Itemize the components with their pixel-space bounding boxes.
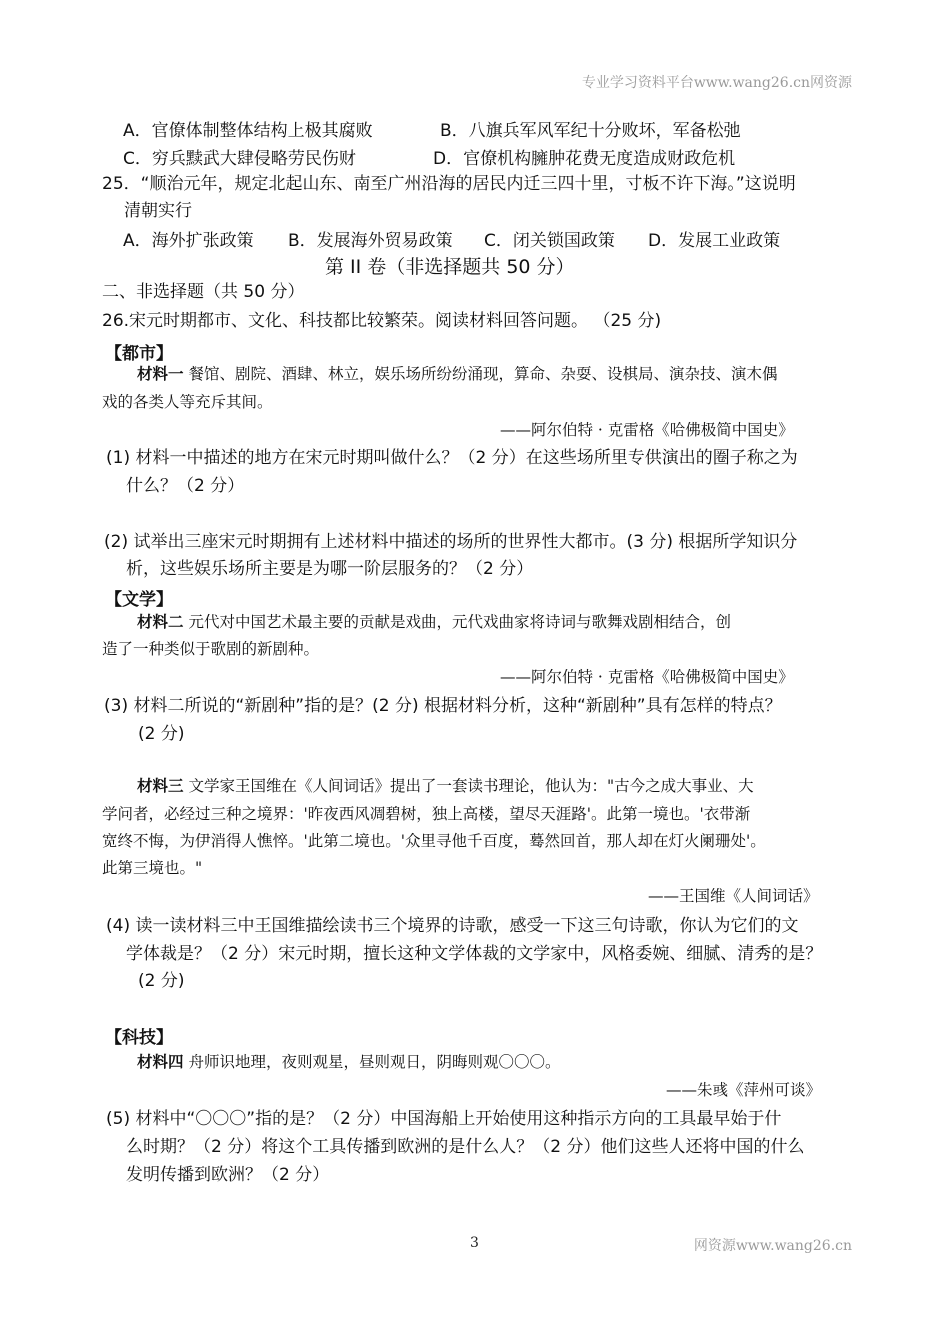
material3-line4: 此第三境也。" bbox=[102, 859, 203, 877]
material2-line2: 造了一种类似于歌剧的新剧种。 bbox=[102, 640, 320, 658]
material1-source: ——阿尔伯特 · 克雷格《哈佛极简中国史》 bbox=[500, 421, 794, 439]
section2-heading: 二、非选择题（共 50 分） bbox=[102, 282, 305, 302]
q25-stem-line2: 清朝实行 bbox=[124, 201, 192, 221]
material3-line3: 宽终不悔，为伊消得人憔悴。'此第二境也。'众里寻他千百度，蓦然回首，那人却在灯火阑珊处'。 bbox=[102, 832, 766, 850]
q26-intro: 26.宋元时期都市、文化、科技都比较繁荣。阅读材料回答问题。 （25 分) bbox=[102, 311, 662, 331]
q24-option-c: C．穷兵黩武大肆侵略劳民伤财 bbox=[123, 149, 356, 169]
material4-text: 材料四 舟师识地理，夜则观星，昼则观日，阴晦则观〇〇〇。 bbox=[137, 1052, 561, 1071]
material3-line1: 材料三 文学家王国维在《人间词话》提出了一套读书理论，他认为："古今之成大事业、大 bbox=[137, 776, 754, 795]
q26-5-line3: 发明传播到欧洲？（2 分） bbox=[126, 1165, 330, 1185]
material2-source: ——阿尔伯特 · 克雷格《哈佛极简中国史》 bbox=[500, 668, 794, 686]
q25-option-a: A．海外扩张政策 bbox=[123, 231, 254, 251]
material2-label: 材料二 bbox=[137, 612, 184, 631]
q24-option-d: D．官僚机构臃肿花费无度造成财政危机 bbox=[433, 149, 736, 169]
header-watermark: 专业学习资料平台www.wang26.cn网资源 bbox=[581, 75, 852, 91]
q26-2-line2: 析，这些娱乐场所主要是为哪一阶层服务的？（2 分） bbox=[126, 559, 534, 579]
material4-source: ——朱彧《萍州可谈》 bbox=[666, 1081, 822, 1099]
q26-5-line2: 么时期？（2 分）将这个工具传播到欧洲的是什么人？（2 分）他们这些人还将中国的什么 bbox=[126, 1137, 805, 1157]
q26-3-line1: (3) 材料二所说的“新剧种”指的是？(2 分) 根据材料分析，这种“新剧种”具有怎样的特点？ bbox=[104, 696, 782, 716]
part2-title: 第 II 卷（非选择题共 50 分） bbox=[325, 256, 575, 278]
q24-option-a: A．官僚体制整体结构上极其腐败 bbox=[123, 121, 373, 141]
section-dushi-heading: 【都市】 bbox=[105, 344, 173, 364]
q26-4-line3: (2 分) bbox=[138, 971, 185, 991]
q24-option-b: B．八旗兵军风军纪十分败坏，军备松弛 bbox=[440, 121, 741, 141]
material3-source: ——王国维《人间词话》 bbox=[648, 887, 819, 905]
section-wenxue-heading: 【文学】 bbox=[105, 590, 173, 610]
material1-label: 材料一 bbox=[137, 364, 184, 383]
footer-watermark: 网资源www.wang26.cn bbox=[693, 1238, 852, 1254]
material4-label: 材料四 bbox=[137, 1052, 184, 1071]
q25-option-d: D．发展工业政策 bbox=[648, 231, 781, 251]
q26-2-line1: (2) 试举出三座宋元时期拥有上述材料中描述的场所的世界性大都市。(3 分) 根据所学知识分 bbox=[104, 532, 798, 552]
q25-stem-line1: 25．“顺治元年，规定北起山东、南至广州沿海的居民内迁三四十里，寸板不许下海。”这说明 bbox=[102, 174, 796, 194]
material3-line2: 学问者，必经过三种之境界：'昨夜西风凋碧树，独上高楼，望尽天涯路'。此第一境也。'衣带渐 bbox=[102, 805, 751, 823]
q26-3-line2: (2 分) bbox=[138, 724, 185, 744]
q26-4-line2: 学体裁是？（2 分）宋元时期，擅长这种文学体裁的文学家中，风格委婉、细腻、清秀的是？ bbox=[126, 944, 823, 964]
q25-option-b: B．发展海外贸易政策 bbox=[288, 231, 453, 251]
q25-option-c: C．闭关锁国政策 bbox=[484, 231, 615, 251]
q26-4-line1: (4) 读一读材料三中王国维描绘读书三个境界的诗歌，感受一下这三句诗歌，你认为它们的文 bbox=[106, 916, 799, 936]
q26-1-line1: (1) 材料一中描述的地方在宋元时期叫做什么？（2 分）在这些场所里专供演出的圈子称之为 bbox=[106, 448, 798, 468]
material2-line1: 材料二 元代对中国艺术最主要的贡献是戏曲，元代戏曲家将诗词与歌舞戏剧相结合，创 bbox=[137, 612, 731, 631]
material1-line1: 材料一 餐馆、剧院、酒肆、林立，娱乐场所纷纷涌现，算命、杂耍、设棋局、演杂技、演木偶 bbox=[137, 364, 778, 383]
material1-line2: 戏的各类人等充斥其间。 bbox=[102, 393, 273, 411]
section-keji-heading: 【科技】 bbox=[105, 1028, 173, 1048]
page-number: 3 bbox=[470, 1235, 479, 1251]
q26-1-line2: 什么？（2 分） bbox=[126, 476, 245, 496]
material3-label: 材料三 bbox=[137, 776, 184, 795]
q26-5-line1: (5) 材料中“〇〇〇”指的是？（2 分）中国海船上开始使用这种指示方向的工具最早始于什 bbox=[106, 1109, 782, 1129]
